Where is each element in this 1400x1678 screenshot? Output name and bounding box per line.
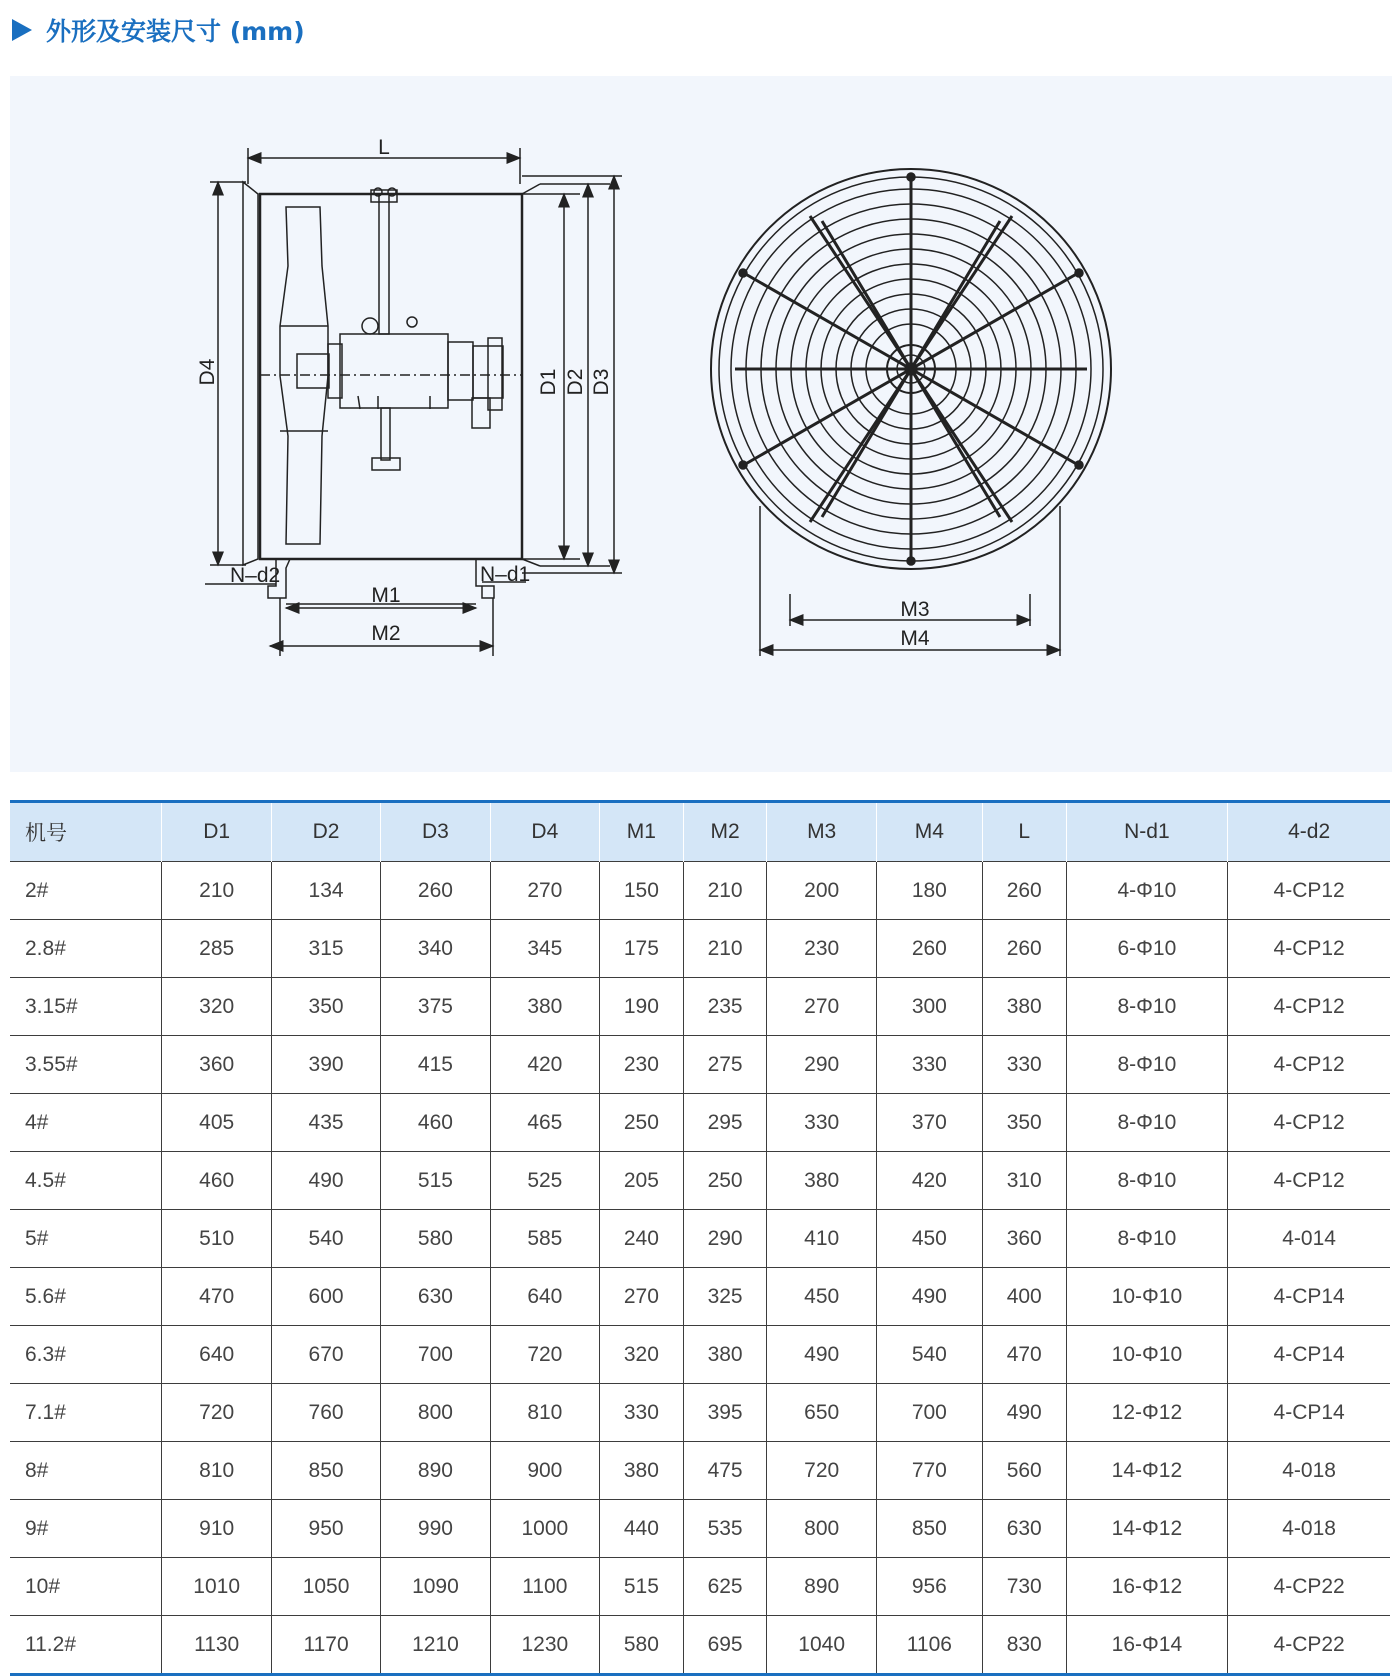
label-D1: D1 xyxy=(537,368,560,396)
table-cell: 1230 xyxy=(490,1616,599,1675)
table-cell: 460 xyxy=(162,1152,271,1210)
label-N-d1: N–d1 xyxy=(480,563,531,586)
table-cell: 720 xyxy=(490,1326,599,1384)
table-cell: 4-CP12 xyxy=(1228,920,1390,978)
table-cell: 360 xyxy=(162,1036,271,1094)
table-cell: 8-Φ10 xyxy=(1066,1152,1228,1210)
table-cell: 290 xyxy=(683,1210,767,1268)
table-cell: 695 xyxy=(683,1616,767,1675)
table-cell: 300 xyxy=(876,978,982,1036)
table-cell: 490 xyxy=(271,1152,380,1210)
section-title: 外形及安装尺寸 (mm) xyxy=(46,17,305,46)
table-cell: 260 xyxy=(982,862,1066,920)
table-cell: 470 xyxy=(162,1268,271,1326)
table-row xyxy=(10,1558,1390,1616)
table-cell: 250 xyxy=(600,1094,684,1152)
table-cell: 4-CP22 xyxy=(1228,1616,1390,1675)
table-cell: 8-Φ10 xyxy=(1066,1094,1228,1152)
label-L: L xyxy=(378,136,390,159)
triangle-bullet-icon xyxy=(12,19,32,41)
table-cell: 4-Φ10 xyxy=(1066,862,1228,920)
model-cell: 2.8# xyxy=(10,920,162,978)
table-cell: 16-Φ12 xyxy=(1066,1558,1228,1616)
table-cell: 290 xyxy=(767,1036,876,1094)
table-cell: 1040 xyxy=(767,1616,876,1675)
table-cell: 4-CP14 xyxy=(1228,1326,1390,1384)
table-row xyxy=(10,1442,1390,1500)
table-row xyxy=(10,1094,1390,1152)
table-cell: 956 xyxy=(876,1558,982,1616)
motor-body xyxy=(340,334,448,408)
table-cell: 4-CP12 xyxy=(1228,862,1390,920)
column-header: D4 xyxy=(490,802,599,862)
table-cell: 150 xyxy=(600,862,684,920)
table-cell: 16-Φ14 xyxy=(1066,1616,1228,1675)
column-header: N-d1 xyxy=(1066,802,1228,862)
table-row xyxy=(10,920,1390,978)
table-cell: 1210 xyxy=(381,1616,490,1675)
column-header: M2 xyxy=(683,802,767,862)
table-cell: 390 xyxy=(271,1036,380,1094)
table-cell: 580 xyxy=(600,1616,684,1675)
table-cell: 180 xyxy=(876,862,982,920)
model-cell: 4.5# xyxy=(10,1152,162,1210)
table-cell: 330 xyxy=(876,1036,982,1094)
table-row xyxy=(10,1210,1390,1268)
model-cell: 10# xyxy=(10,1558,162,1616)
table-cell: 810 xyxy=(490,1384,599,1442)
table-cell: 375 xyxy=(381,978,490,1036)
inlet-flange xyxy=(243,182,258,565)
table-row xyxy=(10,1616,1390,1675)
model-cell: 6.3# xyxy=(10,1326,162,1384)
table-cell: 380 xyxy=(490,978,599,1036)
table-row xyxy=(10,1500,1390,1558)
table-cell: 640 xyxy=(490,1268,599,1326)
model-cell: 3.55# xyxy=(10,1036,162,1094)
table-cell: 134 xyxy=(271,862,380,920)
table-cell: 210 xyxy=(683,862,767,920)
column-header: 机号 xyxy=(10,802,162,862)
table-cell: 490 xyxy=(767,1326,876,1384)
table-cell: 490 xyxy=(982,1384,1066,1442)
model-cell: 4# xyxy=(10,1094,162,1152)
table-cell: 10-Φ10 xyxy=(1066,1326,1228,1384)
table-cell: 810 xyxy=(162,1442,271,1500)
table-cell: 900 xyxy=(490,1442,599,1500)
table-cell: 330 xyxy=(767,1094,876,1152)
table-cell: 330 xyxy=(982,1036,1066,1094)
table-cell: 260 xyxy=(381,862,490,920)
table-cell: 205 xyxy=(600,1152,684,1210)
table-cell: 540 xyxy=(271,1210,380,1268)
label-D3: D3 xyxy=(590,368,613,396)
table-cell: 4-CP14 xyxy=(1228,1384,1390,1442)
label-M4: M4 xyxy=(900,627,930,650)
table-cell: 320 xyxy=(162,978,271,1036)
table-cell: 395 xyxy=(683,1384,767,1442)
table-cell: 370 xyxy=(876,1094,982,1152)
table-cell: 630 xyxy=(381,1268,490,1326)
table-cell: 600 xyxy=(271,1268,380,1326)
table-row xyxy=(10,1152,1390,1210)
table-cell: 230 xyxy=(767,920,876,978)
table-cell: 285 xyxy=(162,920,271,978)
table-cell: 1010 xyxy=(162,1558,271,1616)
table-cell: 1050 xyxy=(271,1558,380,1616)
table-row xyxy=(10,1326,1390,1384)
column-header: M3 xyxy=(767,802,876,862)
section-heading xyxy=(12,10,305,50)
table-row xyxy=(10,862,1390,920)
table-cell: 1100 xyxy=(490,1558,599,1616)
table-cell: 450 xyxy=(767,1268,876,1326)
table-cell: 14-Φ12 xyxy=(1066,1500,1228,1558)
table-cell: 270 xyxy=(767,978,876,1036)
table-cell: 770 xyxy=(876,1442,982,1500)
table-cell: 585 xyxy=(490,1210,599,1268)
column-header: M4 xyxy=(876,802,982,862)
table-cell: 720 xyxy=(162,1384,271,1442)
table-cell: 1106 xyxy=(876,1616,982,1675)
label-N-d2: N–d2 xyxy=(230,564,281,587)
label-D2: D2 xyxy=(564,368,587,396)
table-cell: 350 xyxy=(271,978,380,1036)
table-cell: 850 xyxy=(271,1442,380,1500)
table-cell: 380 xyxy=(683,1326,767,1384)
model-cell: 5.6# xyxy=(10,1268,162,1326)
table-cell: 8-Φ10 xyxy=(1066,1036,1228,1094)
table-cell: 420 xyxy=(490,1036,599,1094)
table-cell: 760 xyxy=(271,1384,380,1442)
table-cell: 360 xyxy=(982,1210,1066,1268)
label-M3: M3 xyxy=(900,598,930,621)
column-header: D2 xyxy=(271,802,380,862)
table-cell: 990 xyxy=(381,1500,490,1558)
dimension-drawing xyxy=(10,76,1392,772)
column-header: D3 xyxy=(381,802,490,862)
table-cell: 4-014 xyxy=(1228,1210,1390,1268)
model-cell: 5# xyxy=(10,1210,162,1268)
table-cell: 800 xyxy=(381,1384,490,1442)
dimension-table xyxy=(10,800,1390,1676)
column-header: D1 xyxy=(162,802,271,862)
model-cell: 7.1# xyxy=(10,1384,162,1442)
table-cell: 910 xyxy=(162,1500,271,1558)
label-M2: M2 xyxy=(371,622,401,645)
table-cell: 190 xyxy=(600,978,684,1036)
table-cell: 890 xyxy=(767,1558,876,1616)
table-cell: 1170 xyxy=(271,1616,380,1675)
table-cell: 580 xyxy=(381,1210,490,1268)
model-cell: 8# xyxy=(10,1442,162,1500)
table-cell: 460 xyxy=(381,1094,490,1152)
table-cell: 4-CP12 xyxy=(1228,1094,1390,1152)
table-cell: 270 xyxy=(490,862,599,920)
table-cell: 1090 xyxy=(381,1558,490,1616)
table-cell: 510 xyxy=(162,1210,271,1268)
table-row xyxy=(10,1384,1390,1442)
label-D4: D4 xyxy=(196,358,219,386)
table-cell: 235 xyxy=(683,978,767,1036)
table-cell: 210 xyxy=(162,862,271,920)
table-header-row xyxy=(10,802,1390,862)
front-guard xyxy=(711,169,1111,569)
label-M1: M1 xyxy=(371,584,401,607)
table-cell: 4-CP12 xyxy=(1228,1152,1390,1210)
column-header: L xyxy=(982,802,1066,862)
table-cell: 210 xyxy=(683,920,767,978)
table-row xyxy=(10,1268,1390,1326)
table-cell: 4-CP12 xyxy=(1228,1036,1390,1094)
table-row xyxy=(10,1036,1390,1094)
table-body xyxy=(10,862,1390,1675)
table-cell: 650 xyxy=(767,1384,876,1442)
table-cell: 330 xyxy=(600,1384,684,1442)
table-cell: 4-CP22 xyxy=(1228,1558,1390,1616)
table-cell: 240 xyxy=(600,1210,684,1268)
table-cell: 405 xyxy=(162,1094,271,1152)
table-cell: 890 xyxy=(381,1442,490,1500)
table-cell: 4-CP12 xyxy=(1228,978,1390,1036)
table-cell: 380 xyxy=(600,1442,684,1500)
table-cell: 175 xyxy=(600,920,684,978)
model-cell: 3.15# xyxy=(10,978,162,1036)
table-cell: 325 xyxy=(683,1268,767,1326)
table-cell: 800 xyxy=(767,1500,876,1558)
housing-outline xyxy=(260,194,522,559)
table-cell: 345 xyxy=(490,920,599,978)
table-cell: 380 xyxy=(767,1152,876,1210)
table-cell: 625 xyxy=(683,1558,767,1616)
table-cell: 420 xyxy=(876,1152,982,1210)
table-cell: 450 xyxy=(876,1210,982,1268)
table-cell: 400 xyxy=(982,1268,1066,1326)
table-cell: 700 xyxy=(876,1384,982,1442)
table-cell: 320 xyxy=(600,1326,684,1384)
table-cell: 295 xyxy=(683,1094,767,1152)
table-cell: 515 xyxy=(381,1152,490,1210)
table-cell: 490 xyxy=(876,1268,982,1326)
table-cell: 465 xyxy=(490,1094,599,1152)
model-cell: 9# xyxy=(10,1500,162,1558)
table-cell: 4-018 xyxy=(1228,1500,1390,1558)
table-cell: 950 xyxy=(271,1500,380,1558)
model-cell: 2# xyxy=(10,862,162,920)
table-cell: 515 xyxy=(600,1558,684,1616)
table-cell: 230 xyxy=(600,1036,684,1094)
table-cell: 470 xyxy=(982,1326,1066,1384)
table-cell: 640 xyxy=(162,1326,271,1384)
table-cell: 380 xyxy=(982,978,1066,1036)
table-cell: 260 xyxy=(876,920,982,978)
table-cell: 525 xyxy=(490,1152,599,1210)
table-cell: 730 xyxy=(982,1558,1066,1616)
table-cell: 850 xyxy=(876,1500,982,1558)
table-cell: 8-Φ10 xyxy=(1066,978,1228,1036)
table-cell: 830 xyxy=(982,1616,1066,1675)
table-cell: 6-Φ10 xyxy=(1066,920,1228,978)
table-cell: 310 xyxy=(982,1152,1066,1210)
table-cell: 260 xyxy=(982,920,1066,978)
column-header: M1 xyxy=(600,802,684,862)
table-cell: 200 xyxy=(767,862,876,920)
table-cell: 700 xyxy=(381,1326,490,1384)
table-cell: 350 xyxy=(982,1094,1066,1152)
table-cell: 410 xyxy=(767,1210,876,1268)
table-cell: 275 xyxy=(683,1036,767,1094)
table-cell: 14-Φ12 xyxy=(1066,1442,1228,1500)
table-cell: 250 xyxy=(683,1152,767,1210)
table-cell: 340 xyxy=(381,920,490,978)
fan-drawing-svg xyxy=(10,76,1392,772)
table-cell: 1130 xyxy=(162,1616,271,1675)
table-cell: 415 xyxy=(381,1036,490,1094)
column-header: 4-d2 xyxy=(1228,802,1390,862)
table-cell: 560 xyxy=(982,1442,1066,1500)
table-cell: 630 xyxy=(982,1500,1066,1558)
table-cell: 540 xyxy=(876,1326,982,1384)
table-cell: 440 xyxy=(600,1500,684,1558)
table-cell: 435 xyxy=(271,1094,380,1152)
table-cell: 12-Φ12 xyxy=(1066,1384,1228,1442)
table-cell: 8-Φ10 xyxy=(1066,1210,1228,1268)
table-row xyxy=(10,978,1390,1036)
table-cell: 1000 xyxy=(490,1500,599,1558)
table-cell: 315 xyxy=(271,920,380,978)
table-cell: 270 xyxy=(600,1268,684,1326)
table-cell: 720 xyxy=(767,1442,876,1500)
table-cell: 535 xyxy=(683,1500,767,1558)
table-cell: 4-018 xyxy=(1228,1442,1390,1500)
table-cell: 670 xyxy=(271,1326,380,1384)
table-cell: 4-CP14 xyxy=(1228,1268,1390,1326)
table-cell: 475 xyxy=(683,1442,767,1500)
model-cell: 11.2# xyxy=(10,1616,162,1675)
table-cell: 10-Φ10 xyxy=(1066,1268,1228,1326)
